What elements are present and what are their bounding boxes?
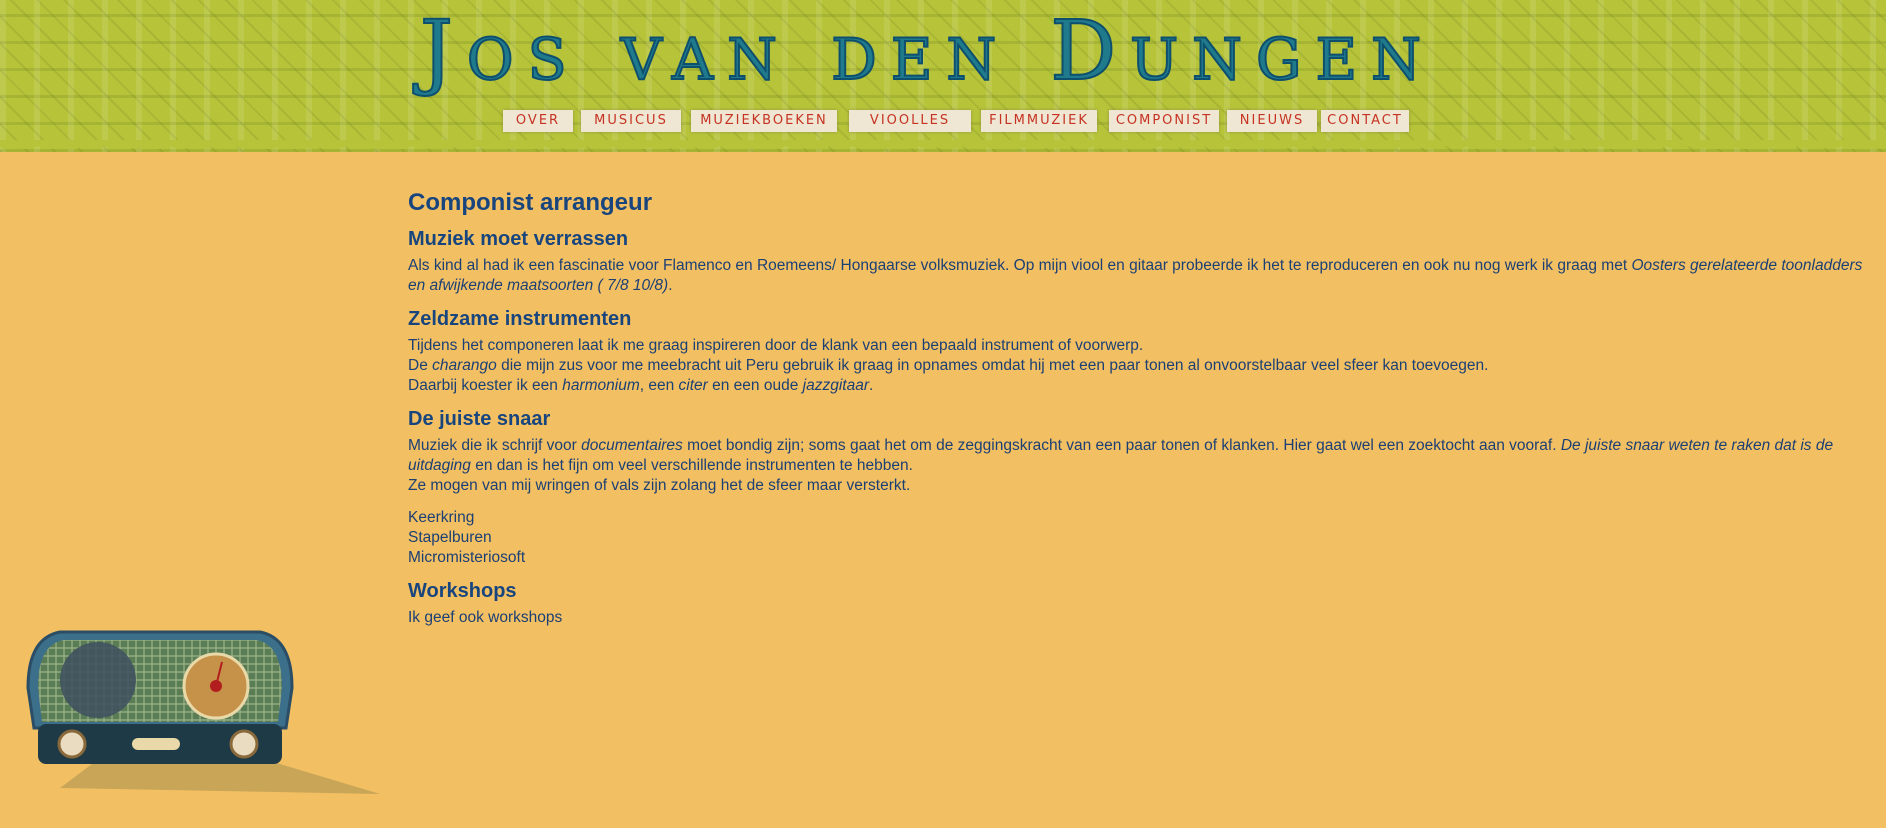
radio-badge-icon bbox=[132, 738, 180, 750]
list-item: Keerkring bbox=[408, 509, 475, 526]
knob-left-icon bbox=[59, 731, 85, 757]
nav-item-contact[interactable]: CONTACT bbox=[1321, 110, 1409, 132]
list-item: Micromisteriosoft bbox=[408, 549, 526, 566]
radio-illustration bbox=[20, 588, 390, 798]
nav-item-vioolles[interactable]: VIOOLLES bbox=[849, 110, 971, 132]
speaker-icon bbox=[60, 642, 136, 718]
page-title: Componist arrangeur bbox=[408, 189, 653, 216]
section-paragraph: Ik geef ook workshops bbox=[408, 609, 563, 626]
nav-item-musicus[interactable]: MUSICUS bbox=[581, 110, 681, 132]
nav-item-nieuws[interactable]: NIEUWS bbox=[1227, 110, 1317, 132]
knob-right-icon bbox=[231, 731, 257, 757]
section-paragraph: Muziek die ik schrijf voor documentaires moet bondig zijn; soms gaat het om de zeggingskracht van een paar tonen of klanken. Hier gaat wel een zoektocht aan vooraf. De juiste snaar weten te raken dat is de uitdaging en dan is het fijn om veel verschillende instrumenten te hebben. Ze mogen van mij wringen of vals zijn zolang het de sfeer maar versterkt. bbox=[408, 437, 1834, 494]
section-heading: Zeldzame instrumenten bbox=[408, 308, 632, 330]
list-item: Stapelburen bbox=[408, 529, 492, 546]
main-content bbox=[408, 188, 1868, 638]
section-paragraph: Tijdens het componeren laat ik me graag inspireren door de klank van een bepaald instrument of voorwerp. De charango die mijn zus voor me meebracht uit Peru gebruik ik graag in opnames omdat hij met een paar tonen al onvoorstelbaar veel sfeer kan toevoegen. Daarbij koester ik een harmonium, een citer en een oude jazzgitaar. bbox=[408, 337, 1489, 394]
header-wave-edge bbox=[0, 140, 1886, 158]
project-list bbox=[408, 508, 1868, 568]
section-workshops bbox=[408, 578, 1868, 628]
section-heading: Muziek moet verrassen bbox=[408, 228, 629, 250]
section-heading: Workshops bbox=[408, 580, 517, 602]
section-zeldzame-instrumenten bbox=[408, 306, 1868, 396]
nav-item-muziekboeken[interactable]: MUZIEKBOEKEN bbox=[691, 110, 837, 132]
nav-item-componist[interactable]: COMPONIST bbox=[1109, 110, 1219, 132]
section-heading: De juiste snaar bbox=[408, 408, 551, 430]
site-title[interactable]: Jos van den Dungen bbox=[420, 4, 1436, 99]
main-nav bbox=[0, 110, 1886, 132]
section-muziek-moet-verrassen bbox=[408, 226, 1868, 296]
header-banner bbox=[0, 0, 1886, 152]
nav-item-filmmuziek[interactable]: FILMMUZIEK bbox=[981, 110, 1097, 132]
section-paragraph: Als kind al had ik een fascinatie voor Flamenco en Roemeens/ Hongaarse volksmuziek. Op mijn viool en gitaar probeerde ik het te reproduceren en ook nu nog werk ik graag met Oosters gerelateerde toonladders en afwijkende maatsoorten ( 7/8 10/8). bbox=[408, 257, 1863, 294]
nav-item-over[interactable]: OVER bbox=[503, 110, 573, 132]
section-de-juiste-snaar bbox=[408, 406, 1868, 568]
